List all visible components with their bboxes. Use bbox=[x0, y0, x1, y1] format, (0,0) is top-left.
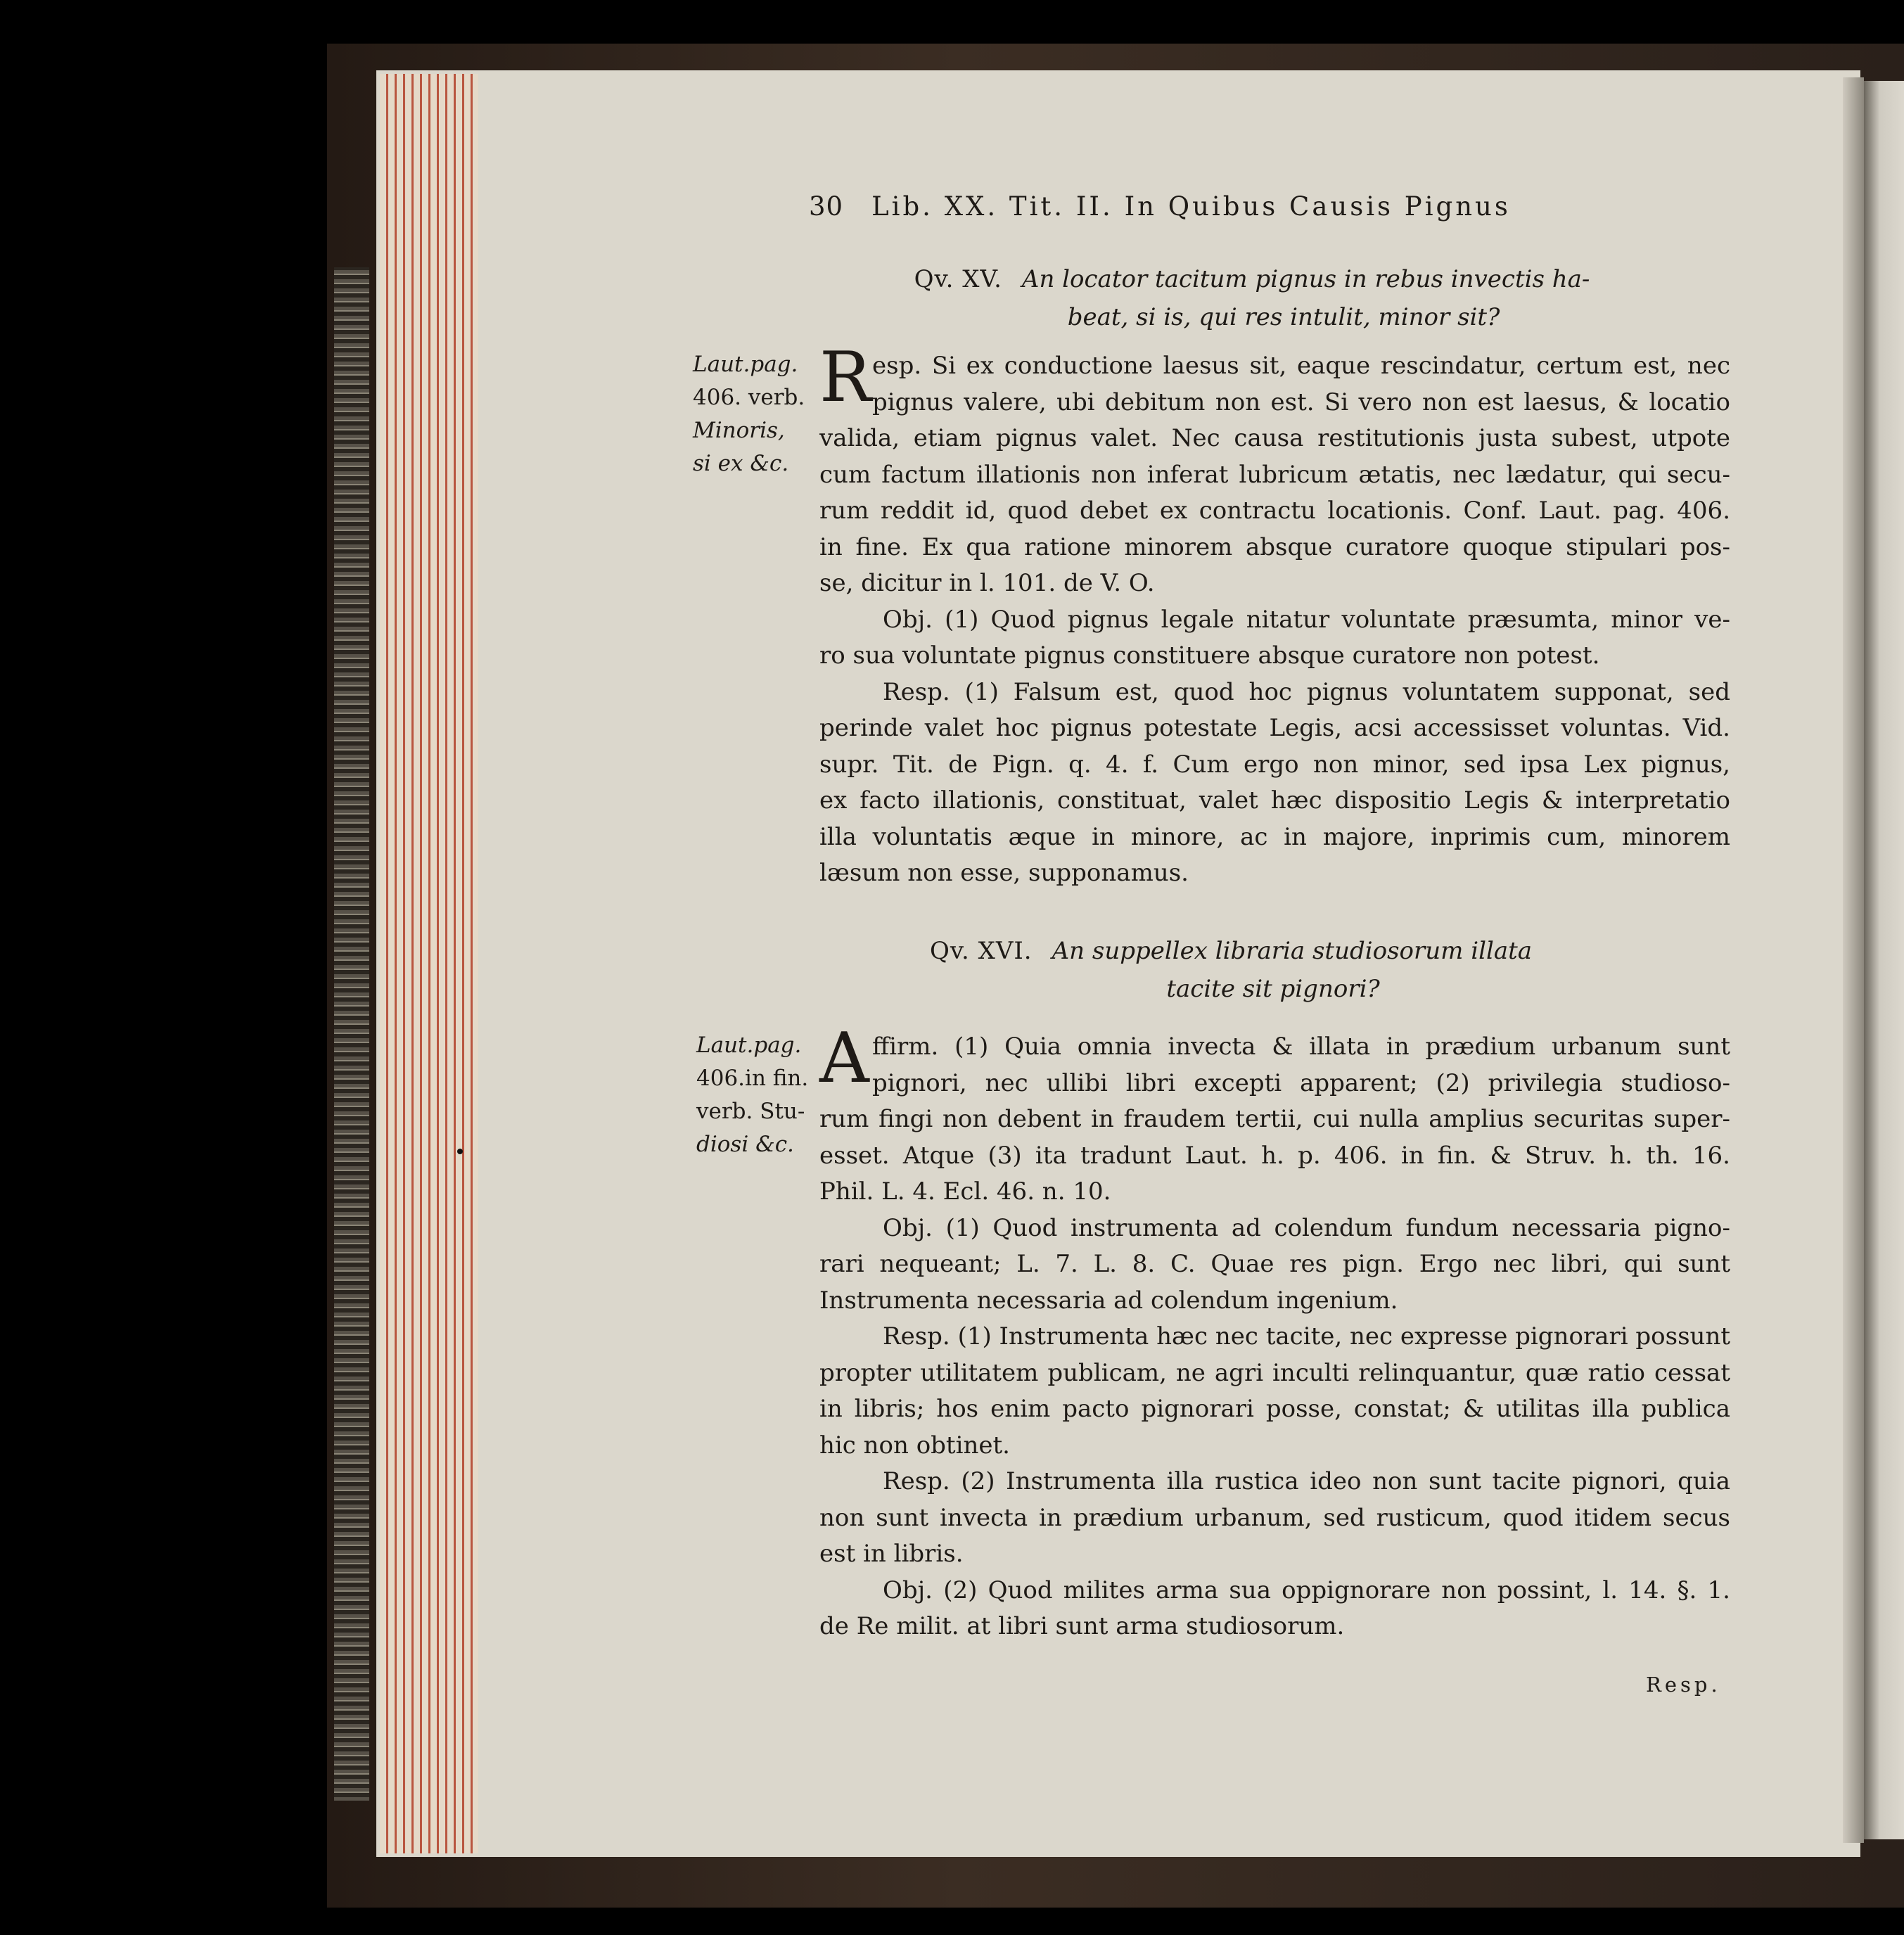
question-16-title bbox=[809, 932, 1653, 1008]
page-edges-red bbox=[380, 74, 478, 1853]
response-line: Resp. (1) Instrumenta hæc nec tacite, nec expresse pignorari possunt bbox=[883, 1322, 1730, 1350]
text-line: valida, etiam pignus valet. Nec causa restitutionis justa subest, utpote bbox=[819, 424, 1730, 452]
margin-note-line: diosi &c. bbox=[696, 1132, 794, 1157]
question-15-number: Qv. XV. bbox=[914, 265, 1002, 293]
text-line: esset. Atque (3) ita tradunt Laut. h. p. 406. in fin. & Struv. h. th. 16. bbox=[819, 1141, 1730, 1170]
text-line: esp. Si ex conductione laesus sit, eaque rescindatur, certum est, nec bbox=[872, 352, 1730, 380]
objection-line: Obj. (2) Quod milites arma sua oppignorare non possint, l. 14. §. 1. bbox=[883, 1576, 1730, 1604]
response-line: propter utilitatem publicam, ne agri inculti relinquantur, quæ ratio cessat bbox=[819, 1358, 1730, 1387]
objection-line: Obj. (1) Quod instrumenta ad colendum fundum necessaria pigno- bbox=[883, 1213, 1730, 1242]
objection-line: de Re milit. at libri sunt arma studiosorum. bbox=[819, 1612, 1345, 1640]
question-16-title-line-1: An suppellex libraria studiosorum illata bbox=[1052, 937, 1533, 965]
dropcap-r: R bbox=[819, 338, 871, 418]
objection-line: ro sua voluntate pignus constituere absque curatore non potest. bbox=[819, 641, 1600, 670]
page-gutter bbox=[1843, 77, 1864, 1843]
response-line: illa voluntatis æque in minore, ac in majore, inprimis cum, minorem bbox=[819, 822, 1730, 851]
text-line: rum reddit id, quod debet ex contractu locationis. Conf. Laut. pag. 406. bbox=[819, 497, 1730, 525]
question-16-number: Qv. XVI. bbox=[929, 937, 1033, 965]
q16-body bbox=[819, 1029, 1730, 1645]
response-line: Resp. (1) Falsum est, quod hoc pignus voluntatem supponat, sed bbox=[883, 677, 1730, 706]
response-line: supr. Tit. de Pign. q. 4. f. Cum ergo non minor, sed ipsa Lex pignus, bbox=[819, 750, 1730, 779]
margin-note-line: Minoris, bbox=[693, 418, 785, 443]
response-line: perinde valet hoc pignus potestate Legis, acsi accessisset voluntas. Vid. bbox=[819, 714, 1730, 742]
text-line: ffirm. (1) Quia omnia invecta & illata in prædium urbanum sunt bbox=[872, 1033, 1730, 1061]
response-line: hic non obtinet. bbox=[819, 1431, 1010, 1460]
margin-note-line: Laut.pag. bbox=[696, 1033, 802, 1058]
response-line: læsum non esse, supponamus. bbox=[819, 859, 1189, 887]
q15-body bbox=[819, 348, 1730, 892]
next-page-edge bbox=[1864, 81, 1904, 1839]
response-line: Resp. (2) Instrumenta illa rustica ideo non sunt tacite pignori, quia bbox=[883, 1467, 1730, 1495]
running-title: Lib. XX. Tit. II. In Quibus Causis Pignus bbox=[871, 191, 1511, 222]
binding-hole bbox=[457, 1149, 463, 1154]
objection-line: rari nequeant; L. 7. L. 8. C. Quae res pign. Ergo nec libri, qui sunt bbox=[819, 1250, 1730, 1278]
margin-note-line: 406. verb. bbox=[693, 385, 805, 410]
margin-note-line: si ex &c. bbox=[693, 451, 789, 476]
question-16-title-line-2: tacite sit pignori? bbox=[1166, 975, 1380, 1003]
catchword: Resp. bbox=[1646, 1673, 1721, 1697]
margin-note-q15 bbox=[693, 348, 812, 480]
question-15-title bbox=[830, 260, 1674, 336]
text-line: rum fingi non debent in fraudem tertii, cui nulla amplius securitas super- bbox=[819, 1105, 1730, 1133]
book-spine-edge bbox=[334, 267, 369, 1801]
page-number: 30 bbox=[809, 191, 844, 222]
text-line: se, dicitur in l. 101. de V. O. bbox=[819, 569, 1155, 597]
text-line: in fine. Ex qua ratione minorem absque curatore quoque stipulari pos- bbox=[819, 532, 1730, 561]
text-line: Phil. L. 4. Ecl. 46. n. 10. bbox=[819, 1177, 1111, 1206]
response-line: in libris; hos enim pacto pignorari posse, constat; & utilitas illa publica bbox=[819, 1395, 1730, 1423]
question-15-title-line-2: beat, si is, qui res intulit, minor sit? bbox=[1067, 303, 1500, 331]
objection-line: Instrumenta necessaria ad colendum ingenium. bbox=[819, 1286, 1398, 1315]
response-line: non sunt invecta in prædium urbanum, sed rusticum, quod itidem secus bbox=[819, 1503, 1730, 1532]
response-line: est in libris. bbox=[819, 1540, 964, 1568]
margin-note-q16 bbox=[696, 1029, 816, 1161]
objection-line: Obj. (1) Quod pignus legale nitatur voluntate præsumta, minor ve- bbox=[883, 605, 1730, 634]
question-15-title-line-1: An locator tacitum pignus in rebus invectis ha- bbox=[1021, 265, 1590, 293]
dropcap-a: A bbox=[819, 1018, 869, 1099]
margin-note-line: 406.in fin. bbox=[696, 1066, 809, 1091]
response-line: ex facto illationis, constituat, valet hæc dispositio Legis & interpretatio bbox=[819, 786, 1730, 815]
margin-note-line: Laut.pag. bbox=[693, 352, 798, 377]
running-head bbox=[809, 191, 1646, 222]
margin-note-line: verb. Stu- bbox=[696, 1099, 805, 1124]
text-line: cum factum illationis non inferat lubricum ætatis, nec lædatur, qui secu- bbox=[819, 460, 1730, 489]
text-line: pignori, nec ullibi libri excepti apparent; (2) privilegia studioso- bbox=[872, 1068, 1730, 1097]
text-line: pignus valere, ubi debitum non est. Si vero non est laesus, & locatio bbox=[872, 388, 1730, 416]
